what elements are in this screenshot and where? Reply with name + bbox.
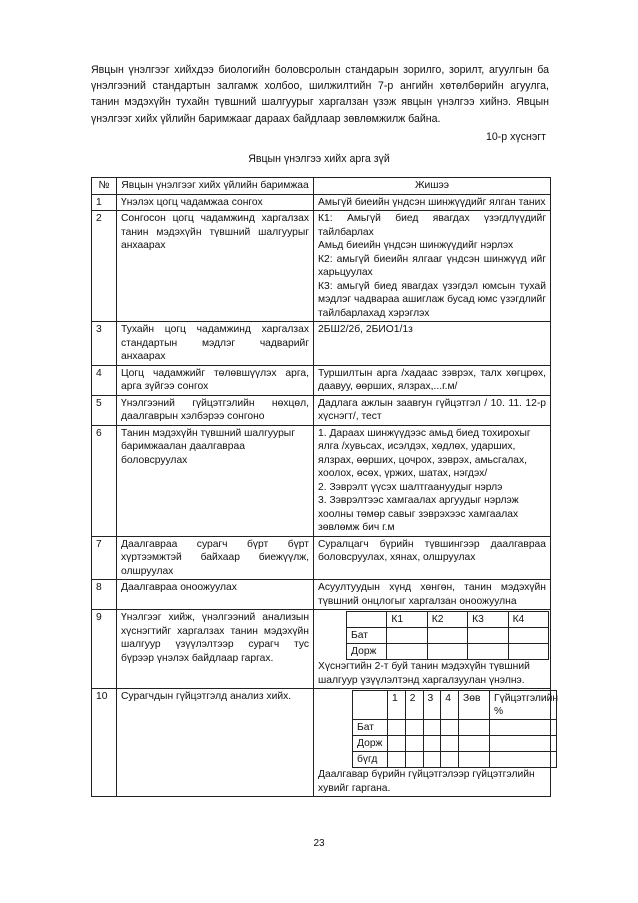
row-example: 2БШ2/2б, 2БИО1/1з <box>314 322 551 366</box>
table-number-label: 10-р хүснэгт <box>485 131 546 143</box>
row-action: Сурагчдын гүйцэтгэлд анализ хийх. <box>117 689 314 797</box>
grid-cell <box>441 736 459 752</box>
row-example: Туршилтын арга /хадаас зэврэх, талх хөгцрөх, даавуу, өөрших, ялзрах,...г.м/ <box>314 365 551 395</box>
grid-corner <box>353 691 388 720</box>
table-row <box>92 365 551 395</box>
analysis-grid <box>352 690 557 768</box>
grid-header: К2 <box>427 612 467 628</box>
row-number: 6 <box>92 425 117 536</box>
grid-cell <box>459 736 490 752</box>
row-example <box>314 425 551 536</box>
row-example: Суралцагч бүрийн түвшингээр даалгавраа боловсруулах, хянах, олшруулах <box>314 536 551 580</box>
grid-cell <box>388 736 406 752</box>
score-grid <box>346 611 549 660</box>
grid-cell <box>387 628 427 644</box>
grid-cell <box>423 720 441 736</box>
grid-header: 2 <box>405 691 423 720</box>
row-number: 2 <box>92 211 117 322</box>
intro-paragraph: Явцын үнэлгээг хийхдээ биологийн боловсролын стандарын зорилго, зорилт, агуулгын ба үнэлгээний стандартын залгамж холбоо, шилжилтийн 7-р ангийн хөтөлбөрийн агуулга, танин мэдэхүйн тухайн түвшний шалгуурыг харгалзан үзэж явцын үнэлгээ хийнэ. Явцын үнэлгээг хийх үйлийн баримжааг дараах байдлаар зөвлөмжилж байна. <box>91 64 549 125</box>
grid-student: бүгд <box>353 752 388 768</box>
grid-student: Дорж <box>353 736 388 752</box>
grid-cell <box>387 644 427 660</box>
grid-header: Гүйцэтгэлийн % <box>490 691 557 720</box>
table-row <box>92 536 551 580</box>
row-number: 7 <box>92 536 117 580</box>
grid-note: Хүснэгтийн 2-т буй танин мэдэхүйн түвшний шалгуур үзүүлэлтэнд харгалзуулан үнэлнэ. <box>318 661 530 686</box>
grid-cell <box>405 720 423 736</box>
grid-cell <box>423 736 441 752</box>
grid-header: К1 <box>387 612 427 628</box>
grid-cell <box>441 720 459 736</box>
grid-cell <box>388 720 406 736</box>
table-row <box>92 580 551 610</box>
grid-cell <box>423 752 441 768</box>
example-line: К2: амьгүй биеийн ялгааг үндсэн шинжүүд ийг харьцуулах <box>318 253 546 278</box>
row-example <box>314 610 551 689</box>
grid-student: Бат <box>353 720 388 736</box>
row-example: Амьгүй биеийн үндсэн шинжүүдийг ялган таних <box>314 194 551 211</box>
header-action: Явцын үнэлгээг хийх үйлийн баримжаа <box>117 178 314 195</box>
row-number: 4 <box>92 365 117 395</box>
example-line: 3. Зэврэлтээс хамгаалах аргуудыг нэрлэж хоолны төмөр савыг зэврэхээс хамгаалах зөвлөмж бич г.м <box>318 495 519 533</box>
grid-cell <box>508 628 548 644</box>
row-action: Танин мэдэхүйн түвшний шалгуурыг баримжаалан даалгавраа боловсруулах <box>117 425 314 536</box>
row-number: 5 <box>92 395 117 425</box>
example-line: Амьд биеийн үндсэн шинжүүдийг нэрлэх <box>318 240 514 251</box>
grid-cell <box>468 644 508 660</box>
row-action: Тухайн цогц чадамжинд харгалзах стандартын мэдлэг чадварийг анхаарах <box>117 322 314 366</box>
example-line: 1. Дараах шинжүүдээс амьд биед тохирохыг ялга /хувьсах, исэлдэх, хөдлөх, ударших, ялзрах, өөрших, цочрох, зэврэх, амьсгалах, хоолох, өсөх, үржих, шатах, нэгдэх/ <box>318 427 531 479</box>
grid-header: Зөв <box>459 691 490 720</box>
grid-header: К3 <box>468 612 508 628</box>
grid-cell <box>405 752 423 768</box>
row-number: 8 <box>92 580 117 610</box>
table-row <box>92 322 551 366</box>
grid-cell <box>490 752 557 768</box>
grid-cell <box>490 736 557 752</box>
grid-student: Дорж <box>347 644 387 660</box>
row-example <box>314 689 559 797</box>
grid-note: Даалгавар бүрийн гүйцэтгэлээр гүйцэтгэлийн хувийг гаргана. <box>318 769 535 794</box>
row-example <box>314 211 551 322</box>
table-header-row <box>92 178 551 195</box>
grid-cell <box>459 752 490 768</box>
row-action: Үнэлгээг хийж, үнэлгээний анализын хүснэгтийг харгалзах танин мэдэхүйн шалгуур үзүүлэлтээр сурагч тус бүрээр үнэлэх байдлаар гаргах. <box>117 610 314 689</box>
row-example: Асуултуудын хүнд хөнгөн, танин мэдэхүйн түвшний онцлогыг харгалзан оноожуулна <box>314 580 551 610</box>
row-action: Үнэлгээний гүйцэтгэлийн нөхцөл, даалгаврын хэлбэрээ сонгоно <box>117 395 314 425</box>
example-line: К3: амьгүй биед явагдах үзэгдэл юмсын тухай мэдлэг чадвараа ашиглаж бусад юмс үзэгдлийг тайлбарлахад хэрэглэх <box>318 280 546 319</box>
row-number: 10 <box>92 689 117 797</box>
table-row <box>92 425 551 536</box>
grid-student: Бат <box>347 628 387 644</box>
row-action: Даалгавраа оноожуулах <box>117 580 314 610</box>
grid-cell <box>427 644 467 660</box>
grid-cell <box>459 720 490 736</box>
example-line: 2. Зэврэлт үүсэх шалтгаануудыг нэрлэ <box>318 481 503 493</box>
table-row <box>92 610 551 689</box>
grid-cell <box>405 736 423 752</box>
row-action: Цогц чадамжийг төлөвшүүлэх арга, арга зүйгээ сонгох <box>117 365 314 395</box>
row-action: Сонгосон цогц чадамжинд харгалзах танин мэдэхүйн түвшний шалгуурыг анхаарах <box>117 211 314 322</box>
table-row <box>92 689 551 797</box>
table-row <box>92 395 551 425</box>
grid-header: 3 <box>423 691 441 720</box>
grid-cell <box>427 628 467 644</box>
row-number: 9 <box>92 610 117 689</box>
grid-cell <box>508 644 548 660</box>
header-num: № <box>92 178 117 195</box>
row-number: 3 <box>92 322 117 366</box>
grid-corner <box>347 612 387 628</box>
grid-header: 1 <box>388 691 406 720</box>
page-number: 23 <box>313 838 325 849</box>
grid-cell <box>441 752 459 768</box>
grid-header: К4 <box>508 612 548 628</box>
grid-cell <box>468 628 508 644</box>
grid-header: 4 <box>441 691 459 720</box>
header-example: Жишээ <box>314 178 551 195</box>
row-action: Үнэлэх цогц чадамжаа сонгох <box>117 194 314 211</box>
row-example: Дадлага ажлын заавryн гүйцэтгэл / 10. 11. 12-р хүснэгт/, тест <box>314 395 551 425</box>
grid-cell <box>490 720 557 736</box>
table-row <box>92 211 551 322</box>
table-row <box>92 194 551 211</box>
row-action: Даалгавраа сурагч бүрт бүрт хүртээмжтэй байхаар биежүүлж, олшруулах <box>117 536 314 580</box>
example-line: К1: Амьгүй биед явагдах үзэгдлүүдийг тайлбарлах <box>318 213 546 238</box>
table-title: Явцын үнэлгээ хийх арга зүй <box>248 153 390 165</box>
grid-cell <box>388 752 406 768</box>
row-number: 1 <box>92 194 117 211</box>
assessment-method-table <box>91 177 559 797</box>
